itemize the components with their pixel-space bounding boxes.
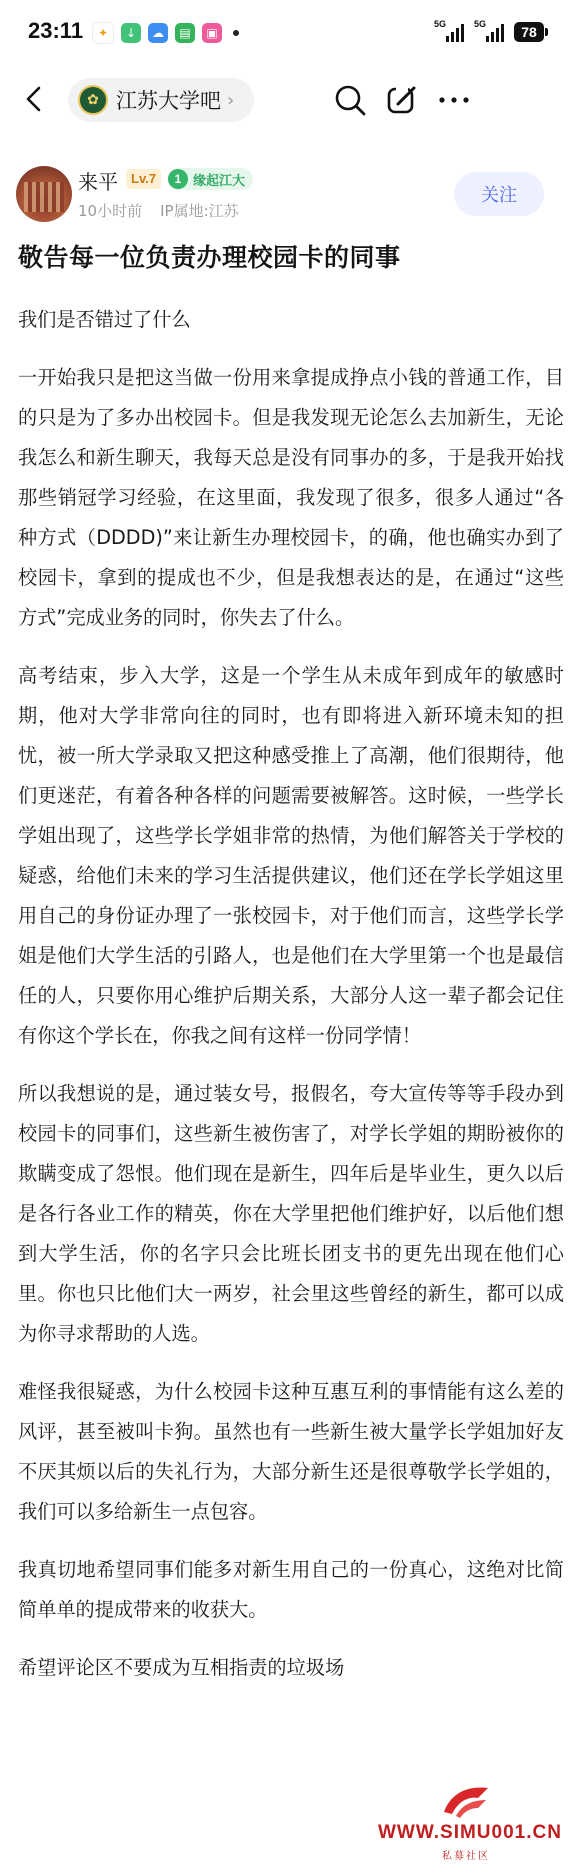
post-paragraph: 所以我想说的是，通过装女号，报假名，夸大宣传等等手段办到校园卡的同事们，这些新生被伤害了，对学长学姐的期盼被你的欺瞒变成了怨恨。他们现在是新生，四年后是毕业生，更久以后是各行各业工作的精英，你在大学里把他们维护好，以后他们想到大学生活，你的名字只会比班长团支书的更先出现在他们心里。你也只比他们大一两岁，社会里这些曾经的新生，都可以成为你寻求帮助的人选。 [18,1082,564,1345]
search-icon[interactable] [332,82,368,118]
chevron-right-icon: › [227,89,235,111]
post-body [18,300,564,1706]
watermark-text: WWW.SIMU001.CN [378,1822,562,1843]
forum-logo-icon: ✿ [78,85,108,115]
shop-icon: ▣ [202,23,222,43]
edit-icon[interactable] [384,82,420,118]
post-paragraph: 希望评论区不要成为互相指责的垃圾场 [18,1656,345,1679]
avatar[interactable] [16,166,72,222]
post-paragraph: 一开始我只是把这当做一份用来拿提成挣点小钱的普通工作，目的只是为了多办出校园卡。但是我发现无论怎么去加新生，无论我怎么和新生聊天，我每天总是没有同事办的多，于是我开始找那些销冠学习经验，在这里面，我发现了很多，很多人通过“各种方式（DDDD)”来让新生办理校园卡，的确，他也确实办到了校园卡，拿到的提成也不少，但是我想表达的是，在通过“这些方式”完成业务的同时，你失去了什么。 [18,366,564,629]
notification-icons [92,22,239,44]
more-notifications-icon [233,30,239,36]
battery-icon: 78 [514,22,544,42]
post-meta [78,200,239,221]
post-time: 10小时前 [78,202,143,220]
badge-number: 1 [168,169,188,189]
more-icon[interactable] [434,82,474,118]
post-paragraph: 我真切地希望同事们能多对新生用自己的一份真心，这绝对比简简单单的提成带来的收获大。 [18,1558,564,1621]
follow-button[interactable]: 关注 [454,172,544,216]
post-paragraph: 难怪我很疑惑，为什么校园卡这种互惠互利的事情能有这么差的风评，甚至被叫卡狗。虽然也有一些新生被大量学长学姐加好友不厌其烦以后的失礼行为，大部分新生还是很尊敬学长学姐的，我们可以多给新生一点包容。 [18,1380,564,1523]
author-row [0,164,580,228]
post-paragraph: 我们是否错过了什么 [18,308,191,331]
download-icon: ↓ [121,23,141,43]
watermark [378,1782,568,1862]
signal-icon: 5G [434,22,464,42]
signal-icon-2: 5G [474,22,504,42]
status-bar [0,0,580,64]
ip-location: IP属地:江苏 [160,202,239,220]
post-title: 敬告每一位负责办理校园卡的同事 [18,243,401,272]
post-paragraph: 高考结束，步入大学，这是一个学生从未成年到成年的敏感时期，他对大学非常向往的同时，也有即将进入新环境未知的担忧，被一所大学录取又把这种感受推上了高潮，他们很期待，他们更迷茫，有着各种各样的问题需要被解答。这时候，一些学长学姐出现了，这些学长学姐非常的热情，为他们解答关于学校的疑惑，给他们未来的学习生活提供建议，他们还在学长学姐这里用自己的身份证办理了一张校园卡，对于他们而言，这些学长学姐是他们大学生活的引路人，也是他们在大学里第一个也是最信任的人，只要你用心维护后期关系，大部分人这一辈子都会记住有你这个学长在，你我之间有这样一份同学情！ [18,664,564,1047]
author-name[interactable]: 来平 [78,170,118,194]
forum-link[interactable] [68,78,254,122]
level-badge: Lv.7 [126,169,161,189]
watermark-subtext: 私募社区 [442,1851,490,1862]
chevron-left-icon[interactable] [20,84,50,114]
app-notification-icon: ✦ [92,22,114,44]
status-time: 23:11 [28,18,84,43]
cloud-icon: ☁ [148,23,168,43]
badge-text: 缘起江大 [193,173,246,189]
message-icon: ▤ [175,23,195,43]
watermark-logo-icon [438,1782,494,1822]
member-badge [168,168,253,190]
forum-name: 江苏大学吧 [116,89,221,113]
top-nav-bar [0,70,580,130]
